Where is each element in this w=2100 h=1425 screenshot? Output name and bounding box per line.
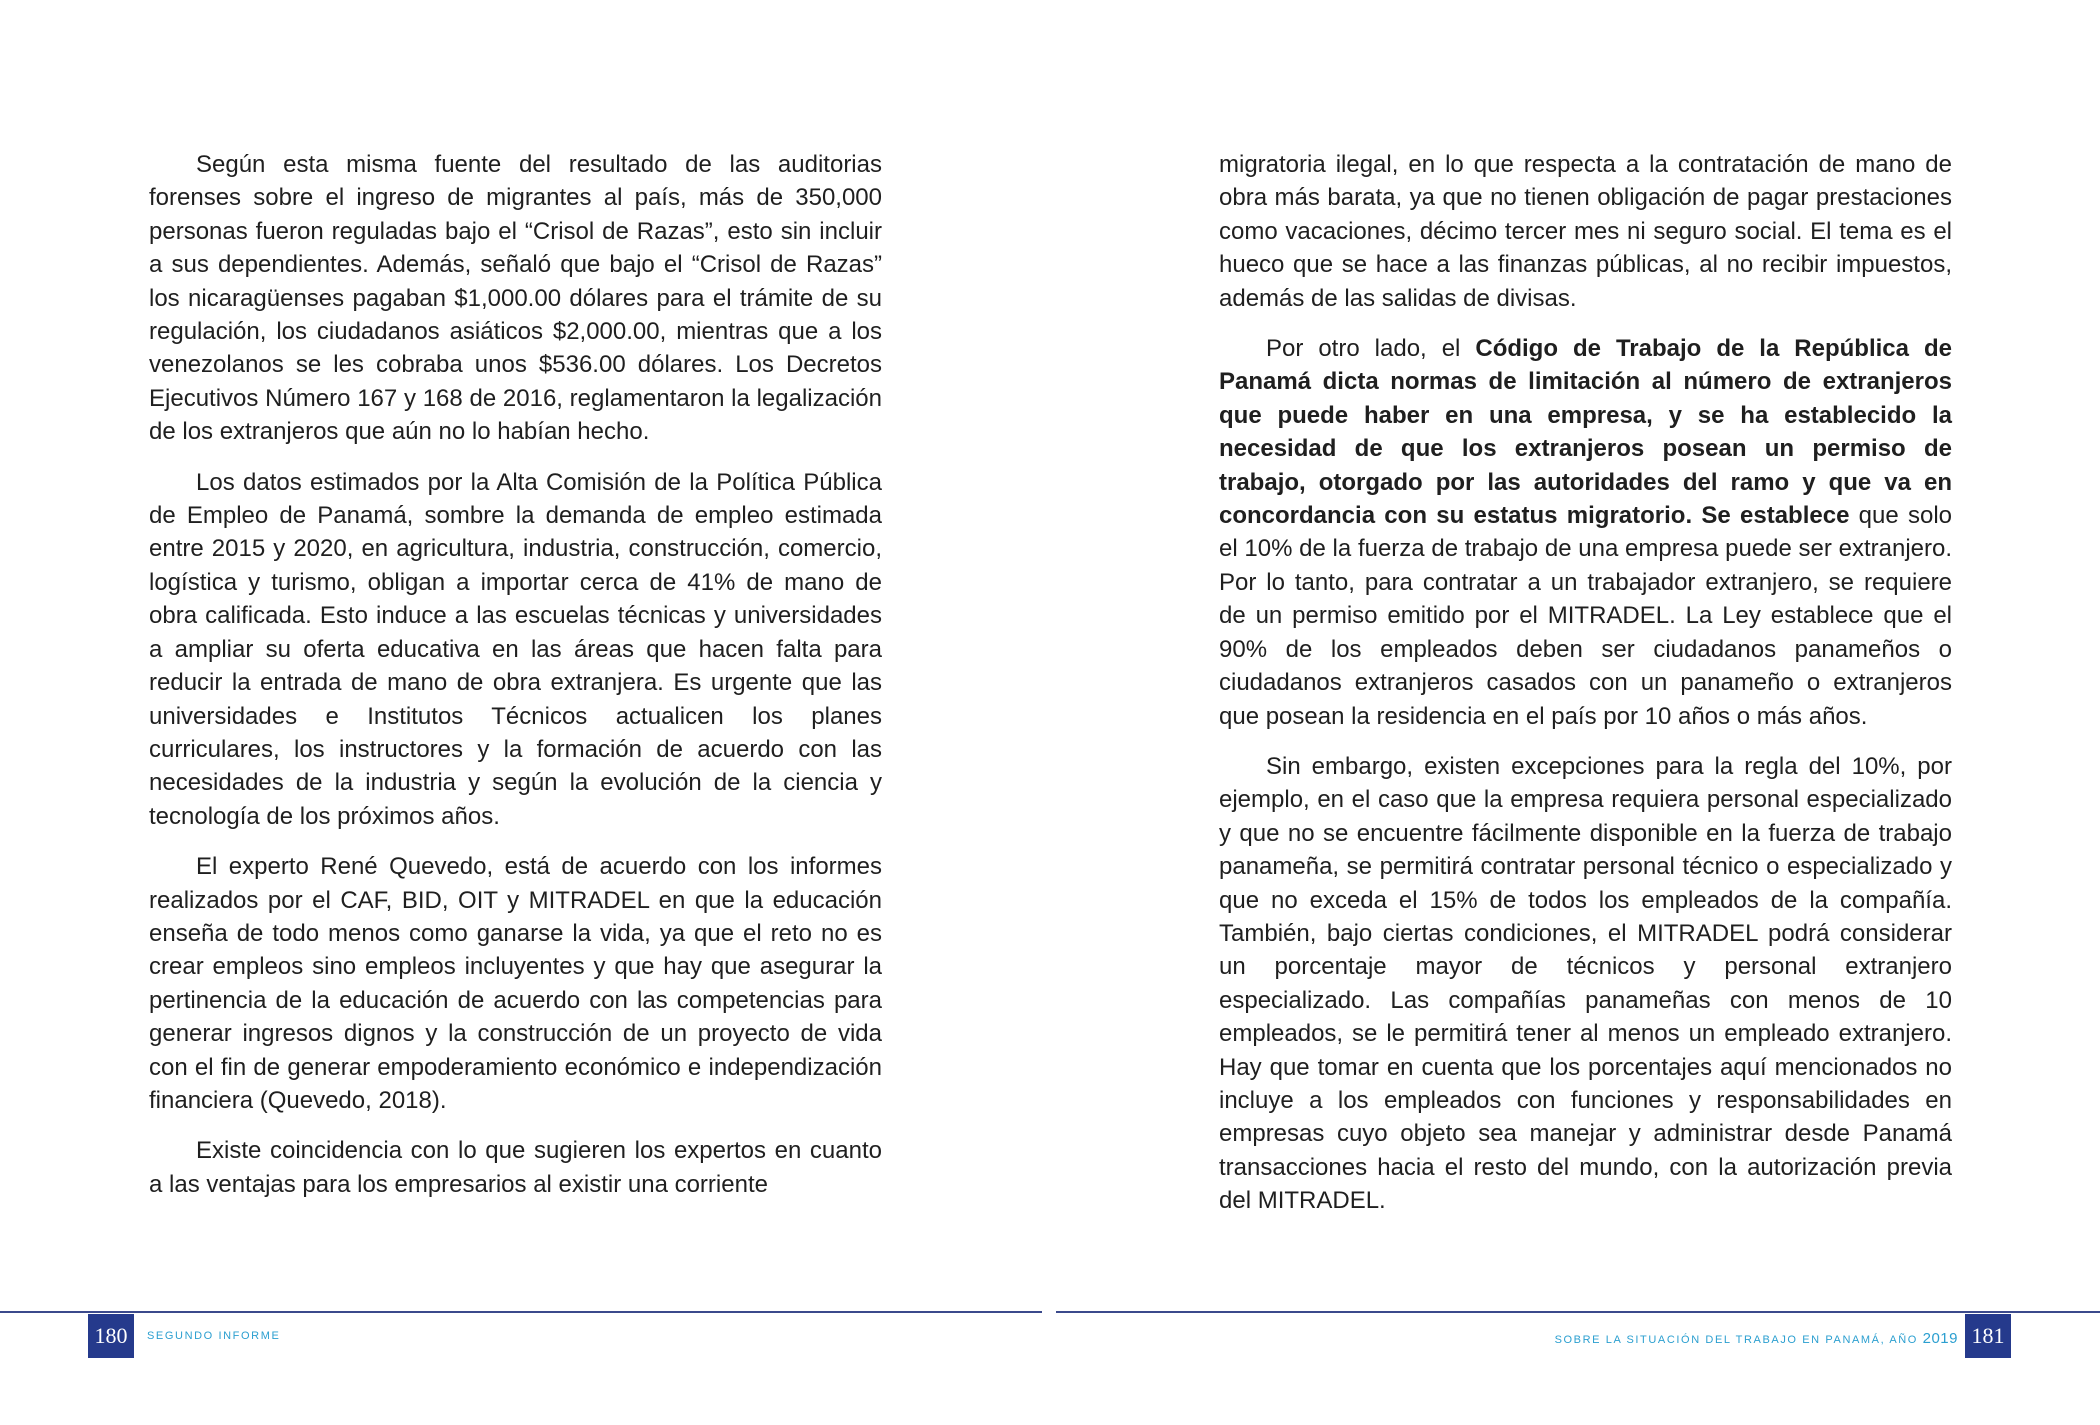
right-paragraph-2-bold: Código de Trabajo de la República de Panamá dicta normas de limitación al número de extranjeros que puede haber en una empresa, y se ha establecido la necesidad de que los extranjeros posean un permiso de trabajo, otorgado por las autoridades del ramo y que va en concordancia con su estatus migratorio. Se establece bbox=[1219, 335, 1952, 530]
right-running-head bbox=[1555, 1330, 1958, 1347]
left-page-number: 180 bbox=[88, 1314, 134, 1358]
right-running-head-text: SOBRE LA SITUACIÓN DEL TRABAJO EN PANAMÁ, AÑO bbox=[1554, 1334, 1918, 1346]
right-paragraph-2 bbox=[1219, 332, 1952, 733]
right-page bbox=[1050, 0, 2100, 1425]
right-paragraph-2-intro: Por otro lado, el bbox=[1266, 335, 1476, 363]
left-paragraph-1: Según esta misma fuente del resultado de las auditorias forenses sobre el ingreso de migrantes al país, más de 350,000 personas fueron reguladas bajo el “Crisol de Razas”, esto sin incluir a sus dependientes. Además, señaló que bajo el “Crisol de Razas” los nicaragüenses pagaban $1,000.00 dólares para el trámite de su regulación, los ciudadanos asiáticos $2,000.00, mientras que a los venezolanos se les cobraba unos $536.00 dólares. Los Decretos Ejecutivos Número 167 y 168 de 2016, reglamentaron la legalización de los extranjeros que aún no lo habían hecho. bbox=[149, 151, 882, 446]
right-paragraph-2-rest: que solo el 10% de la fuerza de trabajo de una empresa puede ser extranjero. Por lo tanto, para contratar a un trabajador extranjero, se requiere de un permiso emitido por el MITRADEL. La Ley establece que el 90% de los empleados deben ser ciudadanos panameños o ciudadanos extranjeros casados con un panameño o extranjeros que posean la residencia en el país por 10 años o más años. bbox=[1219, 502, 1953, 730]
right-running-head-year: 2019 bbox=[1922, 1330, 1958, 1347]
right-paragraph-1: migratoria ilegal, en lo que respecta a la contratación de mano de obra más barata, ya que no tienen obligación de pagar prestaciones como vacaciones, décimo tercer mes ni seguro social. El tema es el hueco que se hace a las finanzas públicas, al no recibir impuestos, además de las salidas de divisas. bbox=[1219, 151, 1952, 312]
right-footer-rule bbox=[1056, 1311, 2100, 1313]
right-page-number: 181 bbox=[1965, 1314, 2011, 1358]
left-footer-rule bbox=[0, 1311, 1042, 1313]
left-paragraph-4: Existe coincidencia con lo que sugieren los expertos en cuanto a las ventajas para los empresarios al existir una corriente bbox=[149, 1137, 882, 1198]
left-text-column bbox=[149, 148, 882, 1218]
left-running-head: SEGUNDO INFORME bbox=[147, 1330, 281, 1342]
right-paragraph-3: Sin embargo, existen excepciones para la regla del 10%, por ejemplo, en el caso que la empresa requiera personal especializado y que no se encuentre fácilmente disponible en la fuerza de trabajo panameña, se permitirá contratar personal técnico o especializado y que no exceda el 15% de todos los empleados de la compañía. También, bajo ciertas condiciones, el MITRADEL podrá considerar un porcentaje mayor de técnicos y personal extranjero especializado. Las compañías panameñas con menos de 10 empleados, se le permitirá tener al menos un empleado extranjero. Hay que tomar en cuenta que los porcentajes aquí mencionados no incluye a los empleados con funciones y responsabilidades en empresas cuyo objeto sea manejar y administrar desde Panamá transacciones hacia el resto del mundo, con la autorización previa del MITRADEL. bbox=[1219, 752, 1952, 1215]
left-paragraph-2: Los datos estimados por la Alta Comisión de la Política Pública de Empleo de Panamá, sombre la demanda de empleo estimada entre 2015 y 2020, en agricultura, industria, construcción, comercio, logística y turismo, obligan a importar cerca de 41% de mano de obra calificada. Esto induce a las escuelas técnicas y universidades a ampliar su oferta educativa en las áreas que hacen falta para reducir la entrada de mano de obra extranjera. Es urgente que las universidades e Institutos Técnicos actualicen los planes curriculares, los instructores y la formación de acuerdo con las necesidades de la industria y según la evolución de la ciencia y tecnología de los próximos años. bbox=[149, 468, 882, 830]
right-text-column bbox=[1219, 148, 1952, 1235]
left-paragraph-3: El experto René Quevedo, está de acuerdo con los informes realizados por el CAF, BID, OIT y MITRADEL en que la educación enseña de todo menos como ganarse la vida, ya que el reto no es crear empleos sino empleos incluyentes y que hay que asegurar la pertinencia de la educación de acuerdo con las competencias para generar ingresos dignos y la construcción de un proyecto de vida con el fin de generar empoderamiento económico e independización financiera (Quevedo, 2018). bbox=[149, 853, 882, 1114]
